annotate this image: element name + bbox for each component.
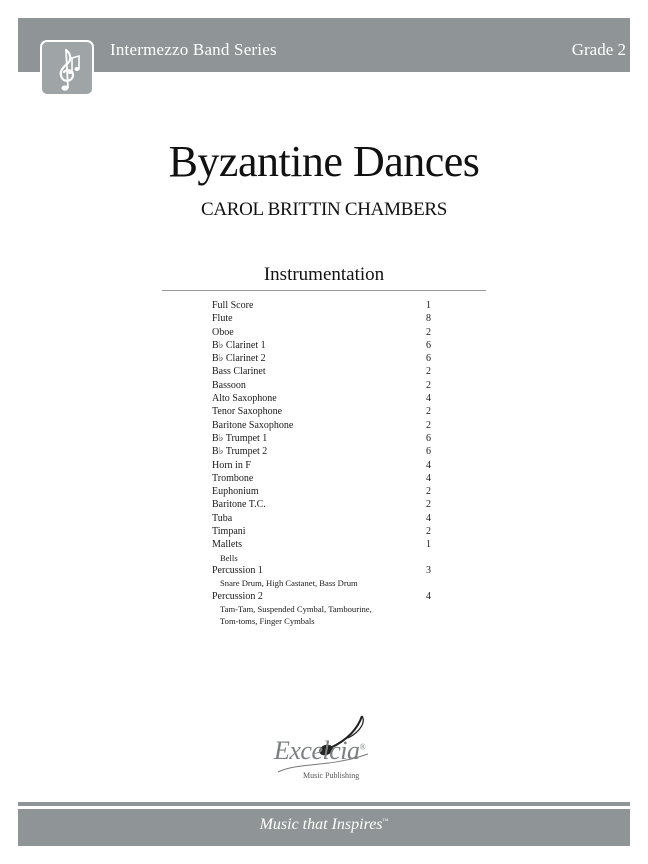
instrument-quantity: 6 xyxy=(426,353,431,365)
instrument-name: Euphonium xyxy=(212,486,259,498)
series-name: Intermezzo Band Series xyxy=(110,40,277,59)
instrument-row xyxy=(212,365,442,378)
instrument-row xyxy=(212,538,442,551)
instrument-name: B♭ Clarinet 1 xyxy=(212,339,266,351)
instrument-name: Percussion 2 xyxy=(212,590,263,602)
instrumentation-list xyxy=(212,299,442,628)
instrument-quantity: 2 xyxy=(426,366,431,378)
instrument-name: B♭ Trumpet 1 xyxy=(212,432,268,444)
instrument-row xyxy=(212,392,442,405)
instrument-name: Alto Saxophone xyxy=(212,393,277,405)
instrument-row xyxy=(212,525,442,538)
instrument-note: Tom-toms, Finger Cymbals xyxy=(220,616,315,627)
instrument-quantity: 1 xyxy=(426,539,431,551)
instrument-note: Tam-Tam, Suspended Cymbal, Tambourine, xyxy=(220,604,372,615)
piece-title: Byzantine Dances xyxy=(168,137,480,186)
instrument-name: Oboe xyxy=(212,326,234,338)
instrument-row xyxy=(212,326,442,339)
tagline-trademark: ™ xyxy=(382,818,389,825)
instrument-name: Horn in F xyxy=(212,459,251,471)
instrument-name: Baritone T.C. xyxy=(212,499,266,511)
publisher-name-text: Excelcia xyxy=(274,736,360,765)
composer-name: CAROL BRITTIN CHAMBERS xyxy=(200,199,448,220)
instrument-name: Tuba xyxy=(212,512,233,524)
instrument-quantity: 2 xyxy=(426,379,431,391)
instrument-quantity: 1 xyxy=(426,300,431,311)
instrument-row xyxy=(212,512,442,525)
instrument-row xyxy=(212,590,442,603)
instrument-quantity: 4 xyxy=(426,590,431,602)
instrument-quantity: 6 xyxy=(426,339,431,351)
instrument-row xyxy=(212,379,442,392)
instrument-quantity: 6 xyxy=(426,446,431,458)
instrument-quantity: 2 xyxy=(426,486,431,498)
publisher-name xyxy=(274,736,365,766)
instrument-name: Flute xyxy=(212,313,233,325)
instrument-name: Baritone Saxophone xyxy=(212,419,294,431)
instrument-quantity: 3 xyxy=(426,565,431,577)
instrument-name: Bassoon xyxy=(212,379,246,391)
instrument-name: Percussion 1 xyxy=(212,565,263,577)
footer-rule xyxy=(18,802,630,806)
instrument-note: Bells xyxy=(220,552,238,563)
instrument-row xyxy=(212,498,442,511)
instrument-row xyxy=(212,339,442,352)
instrument-row xyxy=(212,564,442,577)
publisher-subtitle: Music Publishing xyxy=(303,771,360,780)
instrument-quantity: 8 xyxy=(426,313,431,325)
instrument-quantity: 2 xyxy=(426,326,431,338)
instrument-row xyxy=(212,352,442,365)
instrument-name: B♭ Trumpet 2 xyxy=(212,446,268,458)
instrument-quantity: 2 xyxy=(426,526,431,538)
instrument-row xyxy=(212,405,442,418)
instrument-name: Trombone xyxy=(212,472,254,484)
instrument-note: Snare Drum, High Castanet, Bass Drum xyxy=(220,578,358,589)
instrument-quantity: 4 xyxy=(426,459,431,471)
instrument-quantity: 4 xyxy=(426,512,431,524)
tagline-text: Music that Inspires xyxy=(259,816,383,833)
publisher-trademark: ® xyxy=(359,742,366,752)
instrument-row xyxy=(212,432,442,445)
instrument-quantity: 2 xyxy=(426,419,431,431)
instrumentation-heading: Instrumentation xyxy=(263,264,385,285)
grade-label: Grade 2 xyxy=(571,40,626,59)
instrumentation-divider xyxy=(162,290,486,291)
instrument-row xyxy=(212,312,442,325)
instrument-name: B♭ Clarinet 2 xyxy=(212,353,266,365)
instrument-name: Tenor Saxophone xyxy=(212,406,283,418)
instrument-name: Timpani xyxy=(212,526,246,538)
instrument-row xyxy=(212,445,442,458)
instrument-name: Bass Clarinet xyxy=(212,366,266,378)
series-logo-icon xyxy=(40,40,94,96)
footer-tagline xyxy=(0,816,648,834)
instrument-quantity: 6 xyxy=(426,432,431,444)
instrument-row xyxy=(212,299,442,312)
instrument-quantity: 2 xyxy=(426,499,431,511)
instrument-quantity: 4 xyxy=(426,393,431,405)
instrument-row xyxy=(212,459,442,472)
instrument-row xyxy=(212,419,442,432)
instrument-row xyxy=(212,485,442,498)
instrument-quantity: 4 xyxy=(426,472,431,484)
instrument-name: Mallets xyxy=(212,539,242,551)
instrument-quantity: 2 xyxy=(426,406,431,418)
instrument-name: Full Score xyxy=(212,300,254,311)
instrument-row xyxy=(212,472,442,485)
